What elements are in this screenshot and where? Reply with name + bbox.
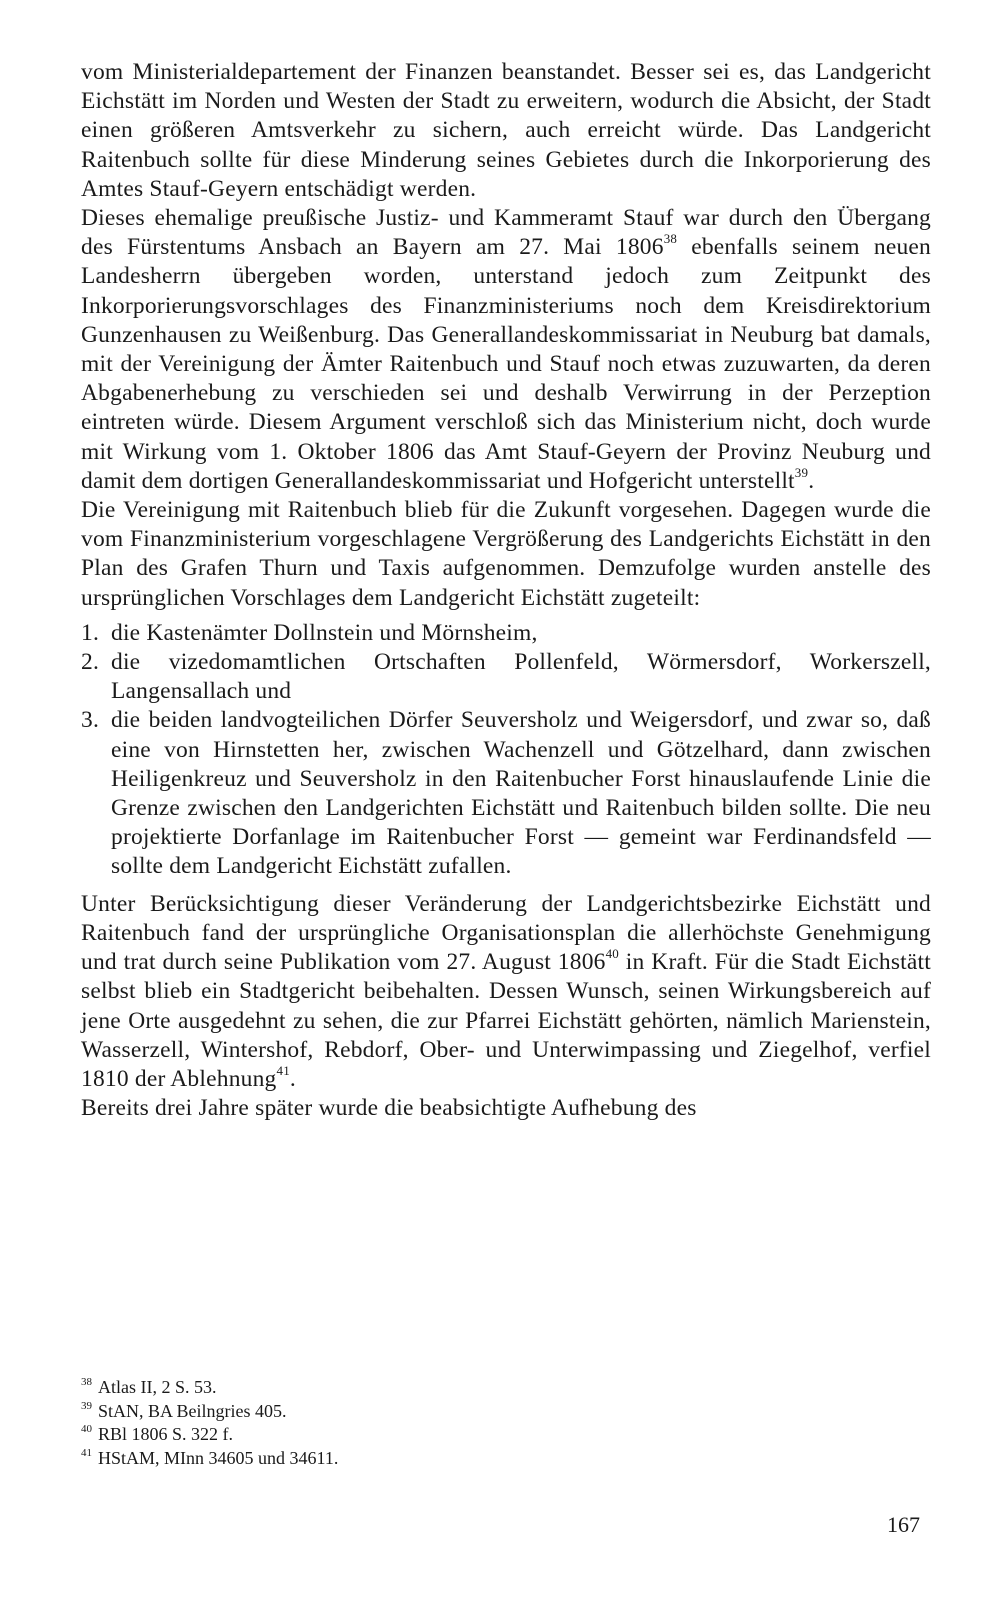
footnote-text: HStAM, MInn 34605 und 34611.	[98, 1447, 339, 1468]
footnote-text: Atlas II, 2 S. 53.	[98, 1377, 217, 1397]
footnote-number: 40	[81, 1423, 92, 1435]
paragraph-4-part-b: in Kraft. Für die Stadt Eichstätt selbst blieb ein Stadtgericht beibehalten. Dessen Wunsch, seinen Wirkungsbereich auf jene Orte ausgedehnt zu sehen, die zur Pfarrei Eichstätt gehörten, nämlich Marienstein, Wasserzell, Wintershof, Rebdorf, Ober- und Unterwimpassing und Ziegelhof, verfiel 1810 der Ablehnung	[81, 949, 931, 1092]
list-item-text: die beiden landvogteilichen Dörfer Seuversholz und Weigersdorf, und zwar so, daß eine von Hirnstetten her, zwischen Wachenzell und Götzelhard, dann zwischen Heiligenkreuz und Seuversholz in den Raitenbucher Forst hinauslaufende Linie die Grenze zwischen den Landgerichten Eichstätt und Raitenbuch bilden sollte. Die neu projektierte Dorfanlage im Raitenbucher Forst — gemeint war Ferdinandsfeld — sollte dem Landgericht Eichstätt zufallen.	[111, 707, 931, 880]
paragraph-4-part-a: Unter Berücksichtigung dieser Veränderung der Landgerichtsbezirke Eichstätt und Raitenbuch fand der ursprüngliche Organisationsplan die allerhöchste Genehmigung und trat durch seine Publikation vom 27. August 1806	[81, 890, 931, 976]
paragraph-4	[81, 890, 931, 1094]
footnote-ref-39[interactable]: 39	[794, 465, 809, 481]
paragraph-2-part-b: ebenfalls seinem neuen Landesherrn übergeben worden, unterstand jedoch zum Zeitpunkt des Inkorporierungsvorschlages des Finanzministeriums noch dem Kreisdirektorium Gunzenhausen zu Weißenburg. Das Generallandeskommissariat in Neuburg bat damals, mit der Vereinigung der Ämter Raitenbuch und Stauf noch etwas zuzuwarten, da deren Abgabenerhebung zu verschieden sei und deshalb Verwirrung in der Perzeption eintreten würde. Diesem Argument verschloß sich das Ministerium nicht, doch wurde mit Wirkung vom 1. Oktober 1806 das Amt Stauf-Geyern der Provinz Neuburg und damit dem dortigen Generallandeskommissariat und Hofgericht unterstellt	[81, 234, 931, 494]
footnote-40	[81, 1423, 931, 1447]
page-number: 167	[887, 1512, 920, 1537]
list-item-text: die vizedomamtlichen Ortschaften Pollenfeld, Wörmersdorf, Workerszell, Langensallach und	[111, 649, 931, 705]
footnote-41	[81, 1447, 931, 1471]
footnote-ref-38[interactable]: 38	[663, 231, 678, 247]
footnote-ref-40[interactable]: 40	[605, 946, 620, 962]
paragraph-2	[81, 204, 931, 496]
paragraph-5: Bereits drei Jahre später wurde die beabsichtigte Aufhebung des	[81, 1095, 697, 1122]
paragraph-2-part-a: Dieses ehemalige preußische Justiz- und Kammeramt Stauf war durch den Übergang des Fürstentums Ansbach an Bayern am 27. Mai 1806	[81, 205, 931, 261]
numbered-list	[81, 619, 931, 882]
list-item	[81, 648, 931, 706]
footnote-number: 38	[81, 1376, 92, 1388]
paragraph-1: vom Ministerialdepartement der Finanzen beanstandet. Besser sei es, das Landgericht Eichstätt im Norden und Westen der Stadt zu erweitern, wodurch die Absicht, der Stadt einen größeren Amtsverkehr zu sichern, auch erreicht würde. Das Landgericht Raitenbuch sollte für diese Minderung seines Gebietes durch die Inkorporierung des Amtes Stauf-Geyern entschädigt werden.	[81, 59, 931, 202]
list-item-text: die Kastenämter Dollnstein und Mörnsheim,	[111, 619, 538, 646]
footnote-text: StAN, BA Beilngries 405.	[98, 1400, 287, 1421]
paragraph-3: Die Vereinigung mit Raitenbuch blieb für die Zukunft vorgesehen. Dagegen wurde die vom Finanzministerium vorgeschlagene Vergrößerung des Landgerichts Eichstätt in den Plan des Grafen Thurn und Taxis aufgenommen. Demzufolge wurden anstelle des ursprünglichen Vorschlages dem Landgericht Eichstätt zugeteilt:	[81, 497, 931, 611]
footnote-38	[81, 1376, 931, 1400]
footnote-number: 41	[81, 1446, 92, 1459]
footnote-39	[81, 1400, 931, 1424]
paragraph-2-part-c: .	[808, 467, 815, 494]
list-item	[81, 706, 931, 881]
main-text	[81, 58, 931, 1123]
footnote-ref-41[interactable]: 41	[276, 1063, 290, 1079]
list-number: 3.	[81, 707, 100, 734]
footnote-text: RBl 1806 S. 322 f.	[98, 1424, 234, 1444]
list-number: 2.	[81, 649, 100, 676]
paragraph-4-part-c: .	[289, 1065, 296, 1092]
list-item	[81, 619, 931, 648]
footnotes	[81, 1376, 931, 1470]
footnote-number: 39	[81, 1399, 92, 1412]
list-number: 1.	[81, 619, 100, 646]
